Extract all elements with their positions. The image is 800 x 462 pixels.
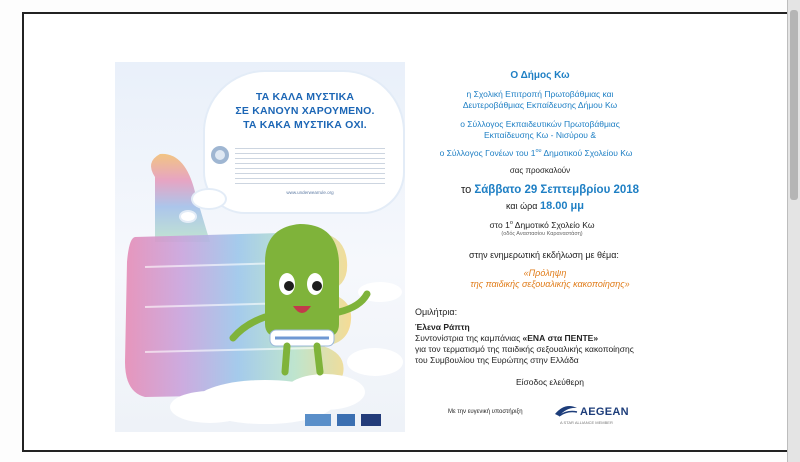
speech-bubble-tail-small <box>181 212 195 221</box>
campaign-poster <box>115 62 405 432</box>
venue-ordinal: ο <box>509 220 513 227</box>
event-venue <box>462 220 622 230</box>
logo-one-icon <box>305 414 331 426</box>
school-committee-line2: Δευτεροβάθμιας Εκπαίδευσης Δήμου Κω <box>462 100 618 110</box>
school-committee-line1: η Σχολική Επιτροπή Πρωτοβάθμιας και <box>466 89 614 99</box>
time-value: 18.00 μμ <box>539 200 584 212</box>
date-value: Σάββατο 29 Σεπτεμβρίου 2018 <box>474 184 640 196</box>
scrollbar-thumb[interactable] <box>790 10 798 200</box>
parents-ordinal: ου <box>535 148 542 155</box>
venue-prefix: στο 1 <box>489 220 510 230</box>
free-entry: Είσοδος ελεύθερη <box>515 377 584 387</box>
campaign-description: για τον τερματισμό της παιδικής σεξουαλικής κακοποίησης <box>415 344 634 354</box>
sponsor-name: AEGEAN <box>580 406 629 418</box>
poster-headline-line1: ΤΑ ΚΑΛΑ ΜΥΣΤΙΚΑ <box>255 91 355 103</box>
support-text: Με την ευγενική υποστήριξη <box>448 409 523 415</box>
event-topic-line1: «Πρόληψη <box>523 268 567 278</box>
sponsor-tagline: A STAR ALLIANCE MEMBER <box>560 420 613 425</box>
time-prefix: και ώρα <box>506 201 540 211</box>
event-topic-line2: της παιδικής σεξουαλικής κακοποίησης» <box>470 279 630 289</box>
teachers-line2: Εκπαίδευσης Κω - Νισύρου & <box>484 130 596 140</box>
poster-headline <box>215 90 395 132</box>
organizer: Ο Δήμος Κω <box>510 70 570 81</box>
poster-small-text <box>235 148 385 195</box>
speaker-role <box>415 333 598 343</box>
speaker-role-prefix: Συντονίστρια της καμπάνιας <box>415 333 523 343</box>
poster-url: www.underwearrule.org <box>286 190 334 195</box>
poster-logos <box>305 414 405 428</box>
poster-headline-line3: ΤΑ ΚΑΚΑ ΜΥΣΤΙΚΑ ΟΧΙ. <box>243 119 367 131</box>
speaker-label: Ομιλήτρια: <box>415 307 458 317</box>
venue-suffix: Δημοτικό Σχολείο Κω <box>512 220 595 230</box>
speech-bubble-tail <box>193 190 225 208</box>
parents-association <box>391 148 681 158</box>
speaker-name: Έλενα Ράπτη <box>415 322 470 332</box>
parents-prefix: ο Σύλλογος Γονέων του 1 <box>439 148 536 158</box>
council-emblem-icon <box>211 146 229 164</box>
teachers-line1: ο Σύλλογος Εκπαιδευτικών Πρωτοβάθμιας <box>460 119 620 129</box>
school-committee <box>436 89 644 111</box>
date-prefix: το <box>460 184 475 196</box>
event-intro: στην ενημερωτική εκδήλωση με θέμα: <box>469 250 619 260</box>
aegean-logo-icon <box>553 404 579 418</box>
campaign-name: «ΕΝΑ στα ΠΕΝΤΕ» <box>522 333 599 343</box>
vertical-scrollbar[interactable] <box>787 0 800 462</box>
logo-three-icon <box>361 414 381 426</box>
parents-suffix: Δημοτικού Σχολείου Κω <box>541 148 633 158</box>
council-line: του Συμβουλίου της Ευρώπης στην Ελλάδα <box>415 355 579 365</box>
teachers-association <box>430 119 650 141</box>
event-time <box>490 200 600 212</box>
poster-headline-line2: ΣΕ ΚΑΝΟΥΝ ΧΑΡΟΥΜΕΝΟ. <box>235 105 375 117</box>
venue-street: (οδός Αναστασίου Καραναστάση) <box>501 231 583 237</box>
invite-text: σας προσκαλούν <box>509 166 571 175</box>
event-date <box>440 184 660 196</box>
logo-two-icon <box>337 414 355 426</box>
